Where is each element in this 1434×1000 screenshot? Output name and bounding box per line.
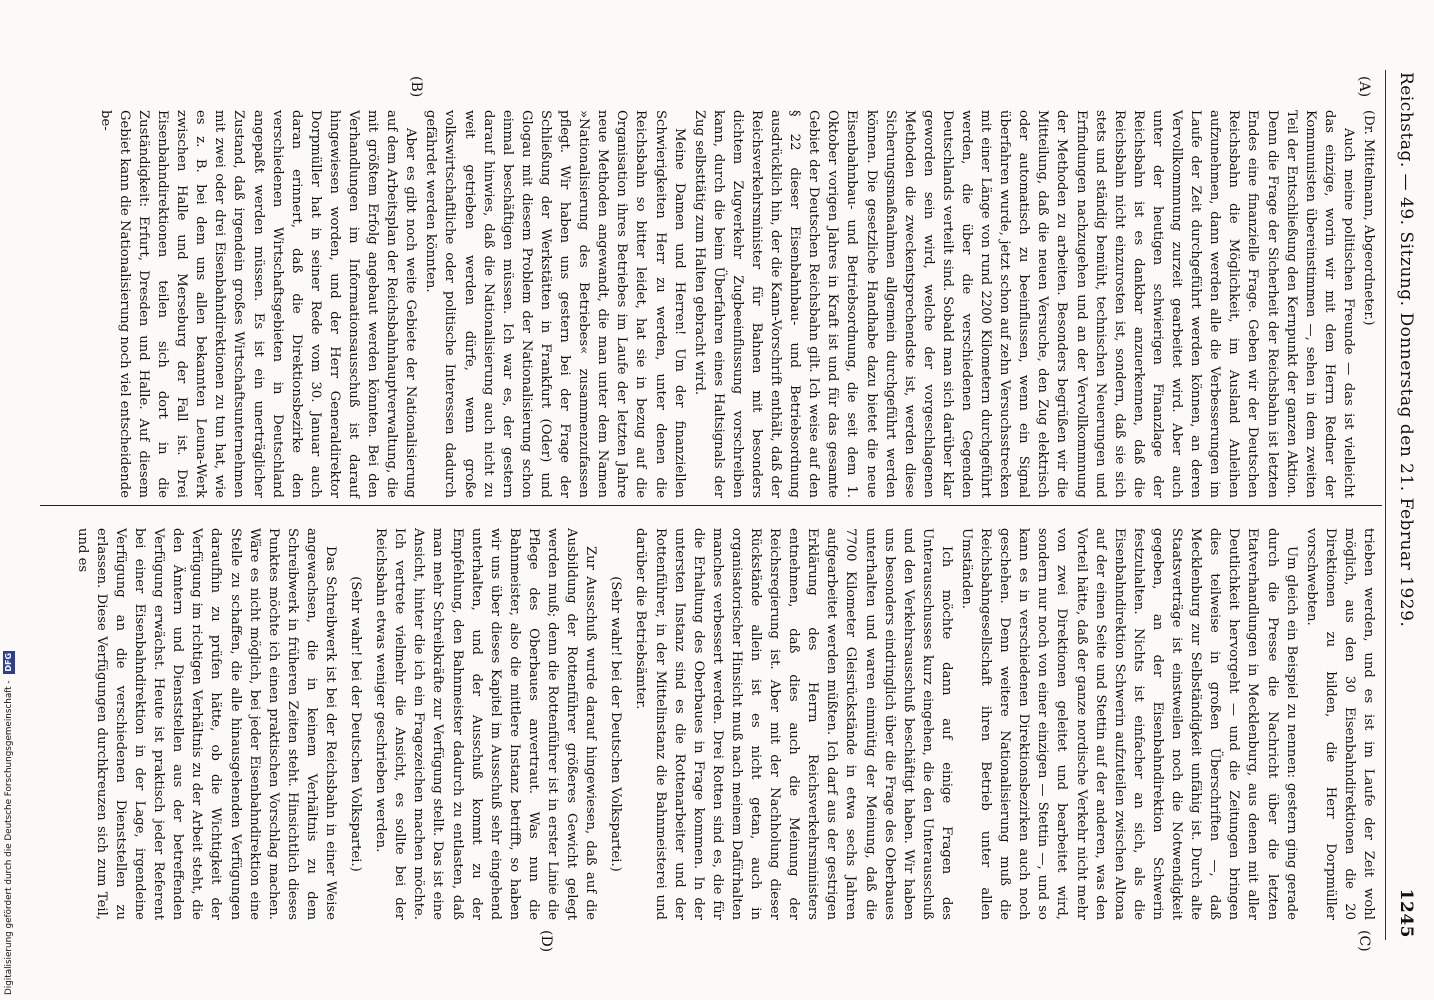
page-header — [1386, 0, 1416, 1000]
paragraph: trieben werden, und es ist im Laufe der Zeit wohl möglich, aus den 30 Eisenbahndirektionen die 20 Direktionen zu bilden, die Herr Dorpmüller vorschwebten. — [1303, 528, 1376, 920]
interjection: (Sehr wahr! bei der Deutschen Volkspartei.) — [608, 576, 624, 872]
page-number: 1245 — [1396, 888, 1416, 938]
margin-mark-b: (B) — [408, 76, 424, 98]
paragraph: Meine Damen und Herren! Um der finanziellen Schwierigkeiten Herr zu werden, unter denen die Reichsbahn so bitter leidet, hat sie in bezug auf die Organisation ihres Betriebes im Laufe der letzten Jahre neue Methoden angewandt, die man unter dem Namen »Nationalisierung des Betriebes« zusammenzufassen pflegt. Wir haben uns gestern bei der Frage der Schließung der Werkstätten in Frankfurt (Oder) und Glogau mit diesem Problem der Nationalisierung schon einmal beschäftigen müssen. Ich war es, der gestern darauf hinwies, daß die Nationalisierung auch nicht zu weit getrieben werden dürfe, wenn große volkswirtschaftliche oder politische Interessen dadurch gefährdet werden könnten. — [423, 110, 687, 498]
paragraph: Um gleich ein Beispiel zu nennen: gestern ging gerade durch die Presse die Nachricht über die letzten Etatverhandlungen in Mecklenburg, aus denen mit aller Deutlichkeit hervorgeht — und die Zeitungen bringen dies teilweise in großen Überschriften —, daß Mecklenburg zur Selbständigkeit unfähig ist. Durch alte Staatsverträge ist einstweilen noch die Notwendigkeit gegeben, an der Eisenbahndirektion Schwerin festzuhalten. Nichts ist einfacher an sich, als die Eisenbahndirektion Schwerin aufzuteilen zwischen Altona auf der einen Seite und Stettin auf der anderen, was den Vorteil hätte, daß der ganze nordische Verkehr nicht mehr von zwei Direktionen geleitet und bearbeitet wird, sondern nur noch von einer einzigen — Stettin —, und so kann es in verschiedenen Direktionsbezirken auch noch geschehen. Denn weitere Nationalisierung muß die Reichsbahngesellschaft ihren Betrieb unter allen Umständen. — [959, 528, 1299, 920]
column-divider — [40, 505, 1382, 506]
paragraph: Ich möchte dann auf einige Fragen des Unterausschusses kurz eingehen, die den Unterausschuß und den Verkehrsausschuß beschäftigt haben. Wir haben uns besonders eindringlich über die Frage des Oberbaues unterhalten und waren einmütig der Meinung, daß die 7700 Kilometer Gleisrückstände in etwa sechs Jahren aufgearbeitet werden müßten. Ich darf aus der gestrigen Erklärung des Herrn Reichsverkehrsministers entnehmen, daß dies auch die Meinung der Reichsregierung ist. Aber mit der Nachholung dieser Rückstände allein ist es nicht getan, auch in organisatorischer Hinsicht muß nach meinem Dafürhalten manches verbessert werden. Drei Rotten sind es, die für die Erhaltung des Oberbaues in Frage kommen. In der untersten Instanz sind es die Rottenarbeiter und der Rottenführer, in der Mittelinstanz die Bahnmeisterei und darüber die Betriebsämter. — [633, 528, 954, 920]
paragraph: Zur Ausschuß wurde darauf hingewiesen, daß auf die Ausbildung der Rottenführer größeres Gewicht gelegt werden muß; denn die Rottenführer ist in erster Linie die Pflege des Oberbaues anvertraut. Was nun die Bahnmeister, also die mittlere Instanz betrifft, so haben wir uns über dieses Kapitel im Ausschuß sehr eingehend unterhalten, und der Ausschuß kommt zu der Empfehlung, den Bahnmeister dadurch zu entlasten, daß man mehr Schreibkräfte zur Verfügung stellt. Das ist eine Ansicht, hinter die ich ein Fragezeichen machen möchte. Ich vertrete vielmehr die Ansicht, es sollte bei der Reichsbahn etwas weniger geschrieben werden. — [373, 528, 599, 920]
left-column — [95, 110, 1378, 498]
margin-mark-d: (D) — [538, 930, 554, 953]
dfg-logo-icon: DFG — [4, 652, 13, 672]
paragraph: Auch meine politischen Freunde — das ist vielleicht das einzige, worin wir mit dem Herrn Redner der Kommunisten übereinstimmen —, sehen in dem zweiten Teil der Entschließung den Kernpunkt der ganzen Aktion. Denn die Frage der Sicherheit der Reichsbahn ist letzten Endes eine finanzielle Frage. Geben wir der Deutschen Reichsbahn die Möglichkeit, im Ausland Anleihen aufzunehmen, dann werden alle die Verbesserungen im Laufe der Zeit durchgeführt werden können, an deren Vervollkommnung zurzeit gearbeitet wird. Aber auch unter der heutigen schwierigen Finanzlage der Reichsbahn ist es dankbar anzuerkennen, daß die Reichsbahn nicht einzurosten ist, sondern, daß sie sich stets und ständig bemüht, technischen Neuerungen und Erfindungen nachzugehen und an der Vervollkommnung der Methoden zu arbeiten. Besonders begrüßen wir die Mitteilung, daß die neuen Versuche, den Zug elektrisch oder automatisch zu beeinflussen, wenn ein Signal überfahren wurde, jetzt schon auf zehn Versuchsstrecken mit einer Länge von rund 2200 Kilometern durchgeführt werden, die über die verschiedenen Gegenden Deutschlands verteilt sind. Sobald man sich darüber klar geworden sein wird, welche der vorgeschlagenen Methoden die zweckentsprechendste ist, werden diese Sicherungsmaßnahmen allgemein durchgeführt werden können. Die gesetzliche Handhabe dazu bietet die neue Eisenbahnbau- und Betriebsordnung, die seit dem 1. Oktober vorigen Jahres in Kraft ist und für das gesamte Gebiet der Deutschen Reichsbahn gilt. Ich weise auf den § 22 dieser Eisenbahnbau- und Betriebsordnung ausdrücklich hin, der die Kann-Vorschrift enthält, daß der Reichsverkehrsminister für Bahnen mit besonders dichtem Zugverkehr Zugbeeinflussung vorschreiben kann, durch die beim Überfahren eines Haltsignals der Zug selbsttätig zum Halten gebracht wird. — [691, 110, 1356, 498]
page-title: Reichstag. — 49. Sitzung. Donnerstag den 21. Februar 1929. — [1396, 72, 1416, 628]
margin-mark-a: (A) — [1356, 76, 1372, 98]
right-column — [72, 528, 1378, 920]
paragraph: Aber es gibt noch weite Gebiete der Nationalisierung auf dem Arbeitsplan der Reichsbahnhauptverwaltung, die mit größtem Erfolg angebaut werden könnten. Bei den Verhandlungen im Informationsausschuß ist darauf hingewiesen worden, und der Herr Generaldirektor Dorpmüller hat in seiner Rede vom 30. Januar auch daran erinnert, daß die Direktionsbezirke den verschiedenen Wirtschaftsgebieten in Deutschland angepaßt werden müssen. Es ist ein unerträglicher Zustand, daß irgendein großes Wirtschaftsunternehmen mit zwei oder drei Eisenbahndirektionen zu tun hat, wie es z. B. bei dem uns allen bekannten Leuna-Werk zwischen Halle und Merseburg der Fall ist. Drei Eisenbahndirektionen teilen sich dort in die Zuständigkeit: Erfurt, Dresden und Halle. Auf diesem Gebiet kann die Nationalisierung noch viel entscheidende be- — [97, 110, 419, 498]
paragraph: Das Schreibwerk ist bei der Reichsbahn in einer Weise angewachsen, die in keinem Verhältnis zu dem Schreibwerk in früheren Zeiten steht. Hinsichtlich dieses Punktes möchte ich einen praktischen Vorschlag machen. Wäre es nicht möglich, bei jeder Eisenbahndirektion eine Stelle zu schaffen, die alle hinausgehenden Verfügungen daraufhin zu prüfen hätte, ob die Wichtigkeit der Verfügung im richtigen Verhältnis zu der Arbeit steht, die den Ämtern und Dienststellen aus der betreffenden Verfügung erwächst. Heute ist praktisch jeder Referent bei einer Eisenbahndirektion in der Lage, irgendeine Verfügung an die verschiedenen Dienststellen zu erlassen. Diese Verfügungen durchkreuzen sich zum Teil, und es — [74, 528, 339, 920]
interjection: (Sehr wahr! bei der Deutschen Volkspartei.) — [348, 576, 364, 872]
margin-mark-c: (C) — [1356, 930, 1372, 952]
speaker-line: (Dr. Mittelmann, Abgeordneter.) — [1361, 110, 1376, 326]
header-rule — [1385, 70, 1386, 940]
footer-text: Digitalisierung gefördert durch die Deutsche Forschungsgemeinschaft - — [4, 680, 14, 995]
